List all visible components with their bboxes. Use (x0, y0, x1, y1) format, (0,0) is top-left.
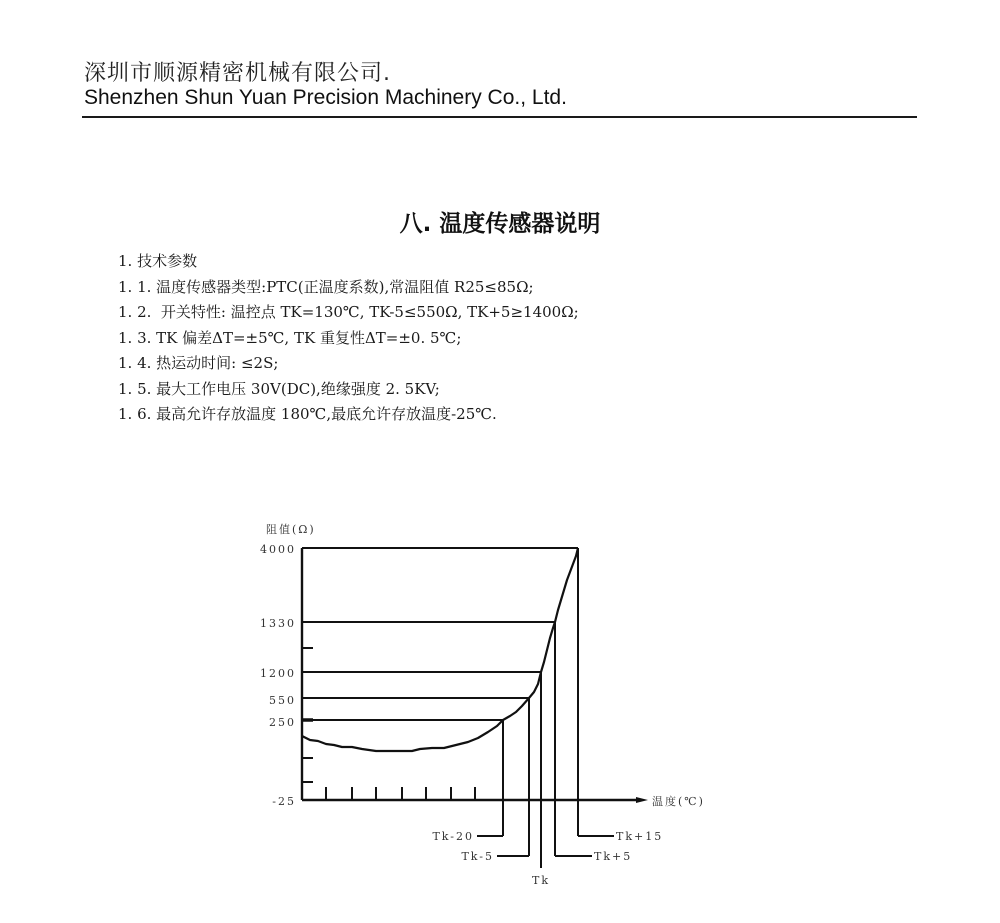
x-axis-arrow (636, 797, 648, 803)
spec-item: 1. 2. 开关特性: 温控点 TK=130℃, TK-5≤550Ω, TK+5≥1400Ω; (118, 303, 579, 321)
spec-item: 1. 5. 最大工作电压 30V(DC),绝缘强度 2. 5KV; (118, 379, 440, 398)
company-name-chinese: 深圳市顺源精密机械有限公司. (84, 61, 391, 86)
spec-item: 1. 6. 最高允许存放温度 180℃,最底允许存放温度-25℃. (118, 405, 497, 423)
x-reference-label: Tk-20 (432, 830, 474, 843)
y-axis-label: 阻值(Ω) (266, 523, 316, 536)
company-name-english: Shenzhen Shun Yuan Precision Machinery Co., Ltd. (84, 86, 567, 109)
y-tick-label: 1200 (260, 667, 296, 680)
y-tick-label: 1330 (260, 617, 296, 630)
spec-item: 1. 3. TK 偏差ΔT=±5℃, TK 重复性ΔT=±0. 5℃; (118, 328, 462, 347)
x-reference-label: Tk+15 (616, 830, 664, 843)
y-tick-label: 250 (269, 716, 296, 729)
x-axis-label: 温度(℃) (652, 795, 705, 808)
spec-heading: 1. 技术参数 (118, 252, 198, 270)
x-reference-label: Tk (531, 874, 551, 887)
x-reference-label: Tk+5 (594, 850, 633, 863)
y-tick-label: 4000 (260, 543, 296, 556)
x-reference-label: Tk-5 (461, 850, 494, 863)
y-tick-label: -25 (272, 795, 296, 808)
spec-item: 1. 4. 热运动时间: ≤2S; (118, 354, 279, 372)
y-tick-label: 550 (269, 694, 296, 707)
section-title: 八. 温度传感器说明 (399, 211, 601, 237)
spec-item: 1. 1. 温度传感器类型:PTC(正温度系数),常温阻值 R25≤85Ω; (118, 277, 534, 296)
